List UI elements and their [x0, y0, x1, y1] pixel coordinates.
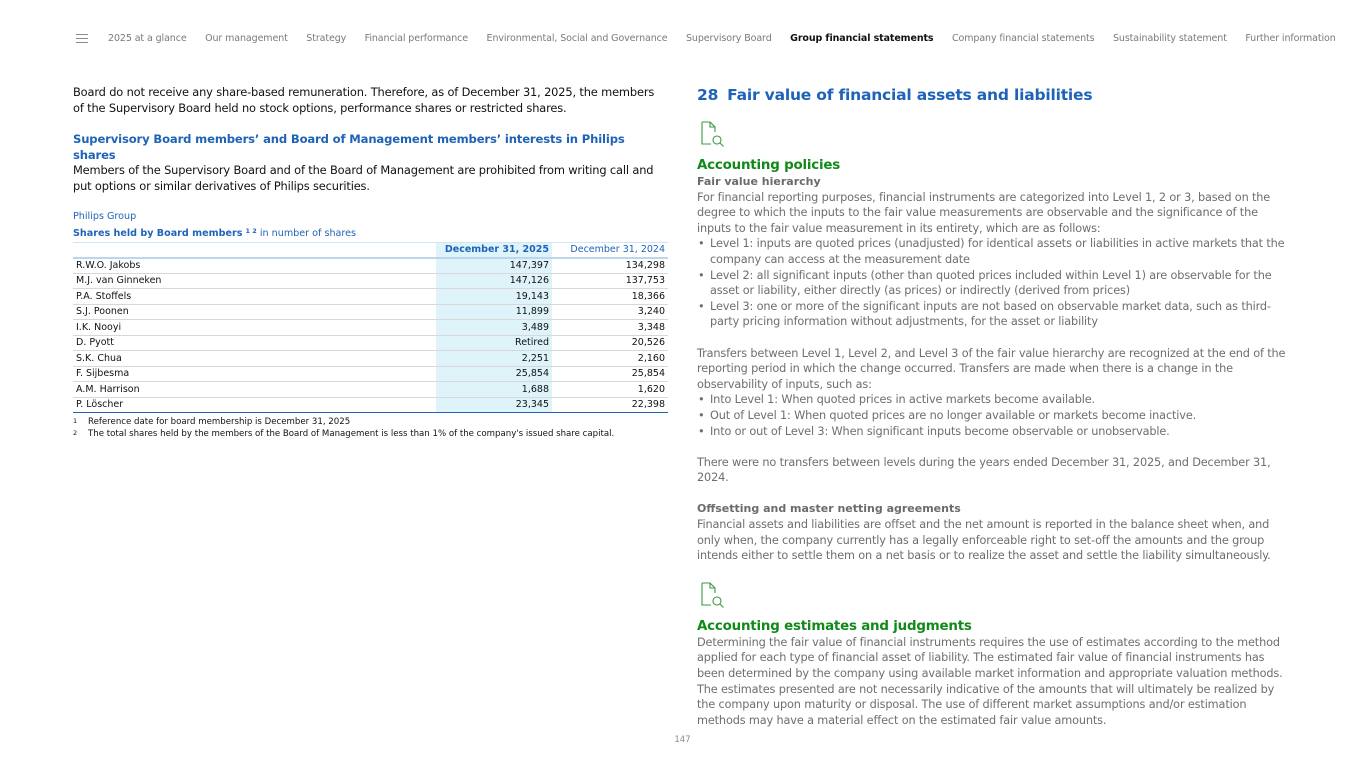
footnote — [73, 429, 668, 441]
table-row — [73, 273, 668, 289]
nav-item-our-management[interactable]: Our management — [205, 32, 288, 44]
prohibition-paragraph: Members of the Supervisory Board and of the Board of Management are prohibited from writing call and put options or similar derivatives of Philips securities. — [73, 163, 654, 193]
list-item: • Level 3: one or more of the significant inputs are not based on observable market data, such as third-party pricing information without adjustments, for the asset or liability — [697, 299, 1292, 330]
table-title: Shares held by Board members — [73, 227, 243, 239]
nav-item-2025-at-a-glance[interactable]: 2025 at a glance — [108, 32, 187, 44]
shares-2024: 22,398 — [631, 399, 665, 411]
member-name: F. Sijbesma — [76, 368, 130, 380]
left-column — [73, 85, 668, 440]
table-row — [73, 351, 668, 367]
offsetting-paragraph: Financial assets and liabilities are offset and the net amount is reported in the balance sheet when, and only when, the company currently has a legally enforceable right to set-off the amounts and the group intends either to settle them on a net basis or to realize the asset and settle the liability simultaneously. — [697, 518, 1271, 563]
nav-item-further-information[interactable]: Further information — [1245, 32, 1336, 44]
shares-2025: 25,854 — [436, 366, 552, 382]
member-name: A.M. Harrison — [76, 383, 140, 395]
footnote-number: 1 — [73, 417, 78, 426]
document-search-icon — [697, 580, 727, 610]
document-search-icon — [697, 119, 727, 149]
shares-2024: 1,620 — [637, 383, 665, 395]
table-footnote-refs: 1 2 — [245, 226, 257, 235]
shares-2025: 19,143 — [436, 289, 552, 305]
shares-2025: 2,251 — [436, 351, 552, 367]
nav-item-sustainability-statement[interactable]: Sustainability statement — [1112, 32, 1227, 44]
offsetting-subheading: Offsetting and master netting agreements — [697, 502, 961, 516]
member-name: D. Pyott — [76, 337, 114, 349]
section-number: 28 — [697, 86, 719, 104]
footnote-number: 2 — [73, 428, 78, 437]
section-title-text: Fair value of financial assets and liabilities — [727, 86, 1093, 104]
levels-list — [697, 236, 1292, 330]
nav-item-esg[interactable]: Environmental, Social and Governance — [486, 32, 668, 44]
table-caption-group: Philips Group — [73, 210, 137, 222]
nav-item-supervisory-board[interactable]: Supervisory Board — [686, 32, 772, 44]
transfers-intro: Transfers between Level 1, Level 2, and Level 3 of the fair value hierarchy are recognized at the end of the reporting period in which the change occurred. Transfers are made when there is a change in the observability of inputs, such as: — [697, 346, 1286, 391]
interests-subheading: Supervisory Board members’ and Board of Management members’ interests in Philips shares — [73, 132, 625, 162]
shares-2024: 2,160 — [637, 352, 665, 364]
nav-item-group-financial-statements[interactable]: Group financial statements — [790, 32, 934, 44]
shares-2024: 3,240 — [637, 306, 665, 318]
header-2024: December 31, 2024 — [570, 244, 665, 256]
section-title — [697, 85, 1292, 105]
shares-2025: 1,688 — [436, 382, 552, 398]
shares-2024: 25,854 — [631, 368, 665, 380]
table-row — [73, 397, 668, 413]
shares-2025: 147,126 — [436, 273, 552, 289]
member-name: I.K. Nooyi — [76, 321, 122, 333]
table-row — [73, 382, 668, 398]
estimates-paragraph: Determining the fair value of financial instruments requires the use of estimates according to the method applied for each type of financial asset of liability. The estimated fair value of financial instruments has been determined by the company using available market information and appropriate valuation methods. The estimates presented are not necessarily indicative of the amounts that will ultimately be realized by the company upon maturity or disposal. The use of different market assumptions and/or estimation methods may have a material effect on the estimated fair value amounts. — [697, 635, 1283, 727]
table-row — [73, 366, 668, 382]
member-name: R.W.O. Jakobs — [76, 260, 141, 272]
table-row — [73, 335, 668, 351]
accounting-policies-heading: Accounting policies — [697, 158, 841, 173]
member-name: S.J. Poonen — [76, 306, 129, 318]
shares-2025: 3,489 — [436, 320, 552, 336]
shares-2025: 11,899 — [436, 304, 552, 320]
shares-2024: 3,348 — [637, 321, 665, 333]
footnote — [73, 417, 668, 429]
table-header-row — [73, 242, 668, 258]
table-unit: in number of shares — [256, 227, 357, 239]
shares-2025: Retired — [436, 335, 552, 351]
table-caption-title — [73, 224, 668, 241]
shares-2025: 23,345 — [436, 397, 552, 413]
nav-item-company-financial-statements[interactable]: Company financial statements — [952, 32, 1095, 44]
no-transfers-paragraph: There were no transfers between levels during the years ended December 31, 2025, and December 31, 2024. — [697, 455, 1271, 485]
member-name: P. Löscher — [76, 399, 124, 411]
page-number: 147 — [674, 735, 691, 745]
hierarchy-intro: For financial reporting purposes, financial instruments are categorized into Level 1, 2 or 3, based on the degree to which the inputs to the fair value measurements are observable and the significance of the inputs to the fair value measurement in its entirety, which are as follows: — [697, 190, 1271, 235]
footnote-text: The total shares held by the members of the Board of Management is less than 1% of the company's issued share capital. — [88, 428, 615, 439]
accounting-estimates-heading: Accounting estimates and judgments — [697, 618, 972, 634]
list-item: • Level 1: inputs are quoted prices (unadjusted) for identical assets or liabilities in active markets that the company can access at the measurement date — [697, 236, 1292, 267]
table-footnotes — [73, 417, 668, 440]
table-row — [73, 320, 668, 336]
table-row — [73, 289, 668, 305]
list-item: • Level 2: all significant inputs (other than quoted prices included within Level 1) are observable for the asset or liability, either directly (as prices) or indirectly (derived from prices) — [697, 268, 1292, 299]
member-name: S.K. Chua — [76, 352, 122, 364]
shares-2024: 134,298 — [625, 260, 665, 272]
member-name: P.A. Stoffels — [76, 290, 132, 302]
hamburger-menu-icon[interactable] — [76, 34, 88, 43]
header-2025: December 31, 2025 — [436, 242, 552, 258]
member-name: M.J. van Ginneken — [76, 275, 162, 287]
list-item: • Into Level 1: When quoted prices in active markets become available. — [697, 392, 1292, 408]
fair-value-hierarchy-subheading: Fair value hierarchy — [697, 175, 821, 188]
nav-item-financial-performance[interactable]: Financial performance — [364, 32, 469, 44]
footnote-text: Reference date for board membership is December 31, 2025 — [88, 417, 351, 428]
top-navigation — [76, 30, 1354, 46]
shares-2024: 137,753 — [625, 275, 665, 287]
list-item: • Out of Level 1: When quoted prices are no longer available or markets become inactive. — [697, 408, 1292, 424]
shares-table — [73, 242, 668, 414]
list-item: • Into or out of Level 3: When significant inputs become observable or unobservable. — [697, 424, 1292, 440]
shares-2025: 147,397 — [436, 258, 552, 274]
intro-paragraph: Board do not receive any share-based remuneration. Therefore, as of December 31, 2025, the members of the Supervisory Board held no stock options, performance shares or restricted shares. — [73, 85, 655, 115]
shares-2024: 18,366 — [631, 290, 665, 302]
header-name — [73, 242, 436, 258]
shares-2024: 20,526 — [631, 337, 665, 349]
right-column — [697, 85, 1292, 728]
nav-item-strategy[interactable]: Strategy — [306, 32, 347, 44]
table-row — [73, 258, 668, 274]
transfers-list — [697, 392, 1292, 439]
table-row — [73, 304, 668, 320]
